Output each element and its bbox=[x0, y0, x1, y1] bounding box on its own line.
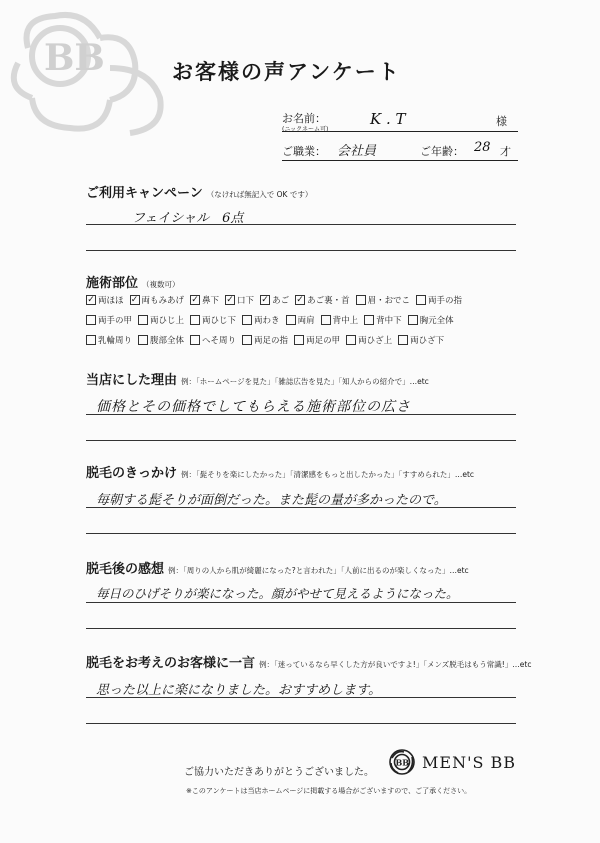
impression-answer: 毎日のひげそりが楽になった。顔がやせて見えるようになった。 bbox=[96, 586, 459, 601]
part-option[interactable] bbox=[346, 334, 392, 346]
message-rule-1 bbox=[86, 697, 516, 698]
checkbox[interactable] bbox=[321, 315, 331, 325]
job-underline bbox=[282, 160, 518, 161]
part-option[interactable] bbox=[138, 314, 184, 326]
impression-heading bbox=[86, 558, 469, 577]
brand-name: MEN'S BB bbox=[422, 752, 517, 772]
part-option[interactable] bbox=[190, 294, 219, 306]
part-label: 両ひざ上 bbox=[358, 336, 393, 346]
checkbox[interactable] bbox=[294, 335, 304, 345]
part-label: 胸元全体 bbox=[419, 316, 454, 326]
checkbox[interactable] bbox=[356, 295, 366, 305]
part-label: 両わき bbox=[254, 316, 280, 326]
parts-heading bbox=[86, 272, 180, 291]
reason-heading bbox=[86, 369, 429, 388]
thanks-message: ご協力いただきありがとうございました。 bbox=[184, 767, 374, 778]
part-label: 鼻下 bbox=[202, 296, 220, 306]
trigger-rule-1 bbox=[86, 507, 516, 508]
checkbox[interactable] bbox=[86, 335, 96, 345]
part-option[interactable] bbox=[242, 314, 280, 326]
part-option[interactable] bbox=[416, 294, 462, 306]
part-label: 両ひざ下 bbox=[410, 336, 445, 346]
reason-answer: 価格とその価格でしてもらえる施術部位の広さ bbox=[96, 399, 411, 415]
message-rule-2 bbox=[86, 723, 516, 724]
reason-rule-2 bbox=[86, 440, 516, 441]
part-option[interactable] bbox=[86, 294, 124, 306]
checkbox[interactable] bbox=[398, 335, 408, 345]
svg-text:BB: BB bbox=[44, 37, 105, 79]
age-value: 28 bbox=[474, 140, 491, 155]
checkbox[interactable]: ✓ bbox=[226, 295, 234, 305]
part-option[interactable] bbox=[294, 334, 340, 346]
trigger-heading-text: 脱毛のきっかけ bbox=[86, 466, 178, 481]
part-label: 腹部全体 bbox=[150, 336, 185, 346]
part-label: 両足の指 bbox=[254, 336, 289, 346]
reason-rule-1 bbox=[86, 414, 516, 415]
checkbox[interactable] bbox=[286, 315, 296, 325]
checkbox[interactable] bbox=[364, 315, 374, 325]
part-option[interactable] bbox=[408, 314, 454, 326]
name-label: お名前： bbox=[282, 112, 326, 125]
part-option[interactable] bbox=[364, 314, 402, 326]
part-label: 両手の甲 bbox=[98, 316, 133, 326]
part-option[interactable] bbox=[86, 314, 132, 326]
job-value: 会社員 bbox=[337, 144, 377, 159]
checkbox[interactable] bbox=[242, 335, 252, 345]
part-option[interactable] bbox=[86, 334, 132, 346]
checkbox[interactable] bbox=[86, 315, 96, 325]
part-label: 口下 bbox=[237, 296, 255, 306]
name-value: K . T bbox=[370, 110, 406, 128]
trigger-heading bbox=[86, 462, 474, 481]
part-label: 両足の甲 bbox=[306, 336, 341, 346]
survey-title: お客様の声アンケート bbox=[172, 60, 401, 84]
impression-rule-1 bbox=[86, 602, 516, 603]
trigger-answer: 毎朝する髭そりが面倒だった。また髭の量が多かったので。 bbox=[96, 493, 447, 508]
checkbox[interactable] bbox=[190, 335, 200, 345]
camellia-logo-watermark bbox=[10, 8, 170, 138]
parts-checklist bbox=[86, 290, 526, 350]
part-label: 両手の指 bbox=[428, 296, 463, 306]
part-label: 乳輪周り bbox=[98, 336, 133, 346]
parts-heading-text: 施術部位 bbox=[86, 276, 139, 291]
trigger-rule-2 bbox=[86, 533, 516, 534]
part-label: 眉・おでこ bbox=[367, 296, 411, 306]
name-underline bbox=[282, 131, 518, 132]
footnote: ※このアンケートは当店ホームページに掲載する場合がございますので、ご了承ください。 bbox=[186, 787, 472, 795]
checkbox[interactable]: ✓ bbox=[130, 295, 139, 305]
job-label: ご職業： bbox=[282, 145, 326, 158]
campaign-answer: フェイシャル 6点 bbox=[132, 211, 244, 226]
part-label: あご裏・首 bbox=[307, 296, 350, 306]
name-sub-label: (ニックネーム可) bbox=[282, 126, 329, 133]
checkbox[interactable] bbox=[242, 315, 252, 325]
part-option[interactable] bbox=[225, 294, 254, 306]
checkbox[interactable] bbox=[346, 335, 356, 345]
impression-note: 例：「周りの人から肌が綺麗になった?と言われた」「人前に出るのが楽しくなった」…etc bbox=[168, 566, 469, 575]
part-label: 両ひじ下 bbox=[202, 316, 237, 326]
part-label: 背中上 bbox=[332, 316, 359, 326]
part-option[interactable] bbox=[321, 314, 359, 326]
part-option[interactable] bbox=[356, 294, 410, 306]
part-label: 両もみあげ bbox=[141, 296, 185, 306]
name-label-group bbox=[282, 110, 328, 133]
part-option[interactable] bbox=[242, 334, 288, 346]
message-heading bbox=[86, 652, 531, 671]
campaign-rule-1 bbox=[86, 224, 516, 225]
campaign-rule-2 bbox=[86, 250, 516, 251]
checkbox[interactable]: ✓ bbox=[296, 295, 304, 305]
impression-rule-2 bbox=[86, 628, 516, 629]
parts-row-3 bbox=[86, 330, 526, 350]
part-option[interactable] bbox=[398, 334, 444, 346]
part-label: あご bbox=[272, 296, 290, 306]
checkbox[interactable]: ✓ bbox=[87, 295, 95, 305]
brand-logo bbox=[388, 748, 516, 776]
campaign-note: （なければ無記入で OK です） bbox=[206, 190, 313, 199]
message-answer: 思った以上に楽になりました。おすすめします。 bbox=[96, 683, 382, 698]
checkbox[interactable] bbox=[138, 315, 148, 325]
part-label: 両ひじ上 bbox=[150, 316, 185, 326]
campaign-heading-text: ご利用キャンペーン bbox=[86, 186, 203, 201]
age-label: ご年齢： bbox=[420, 145, 464, 158]
part-option[interactable] bbox=[190, 334, 236, 346]
parts-note: （複数可） bbox=[142, 280, 180, 289]
campaign-heading bbox=[86, 182, 312, 201]
trigger-note: 例：「髭そりを楽にしたかった」「清潔感をもっと出したかった」「すすめられた」…etc bbox=[181, 470, 475, 479]
reason-note: 例：「ホームページを見た」「雑誌広告を見た」「知人からの紹介で」…etc bbox=[181, 377, 429, 386]
camellia-icon bbox=[388, 748, 416, 776]
checkbox[interactable] bbox=[416, 295, 426, 305]
parts-row-2 bbox=[86, 310, 526, 330]
impression-heading-text: 脱毛後の感想 bbox=[86, 562, 165, 577]
part-label: 両肩 bbox=[297, 316, 315, 326]
reason-heading-text: 当店にした理由 bbox=[86, 373, 178, 388]
checkbox[interactable] bbox=[138, 335, 148, 345]
parts-row-1 bbox=[86, 290, 526, 310]
part-option[interactable] bbox=[286, 314, 315, 326]
checkbox[interactable]: ✓ bbox=[261, 295, 269, 305]
part-label: 両ほほ bbox=[98, 296, 124, 306]
message-note: 例：「迷っているなら早くした方が良いですよ!」「メンズ脱毛はもう常識!」…etc bbox=[259, 660, 532, 669]
part-option[interactable] bbox=[130, 294, 185, 306]
checkbox[interactable] bbox=[190, 315, 200, 325]
age-unit: 才 bbox=[500, 145, 511, 158]
honorific: 様 bbox=[496, 115, 507, 128]
checkbox[interactable]: ✓ bbox=[191, 295, 199, 305]
part-label: 背中下 bbox=[376, 316, 402, 326]
svg-text:BB: BB bbox=[395, 757, 410, 768]
part-label: へそ周り bbox=[202, 336, 237, 346]
part-option[interactable] bbox=[295, 294, 350, 306]
part-option[interactable] bbox=[138, 334, 184, 346]
message-heading-text: 脱毛をお考えのお客様に一言 bbox=[86, 656, 256, 671]
part-option[interactable] bbox=[260, 294, 289, 306]
checkbox[interactable] bbox=[408, 315, 418, 325]
part-option[interactable] bbox=[190, 314, 236, 326]
